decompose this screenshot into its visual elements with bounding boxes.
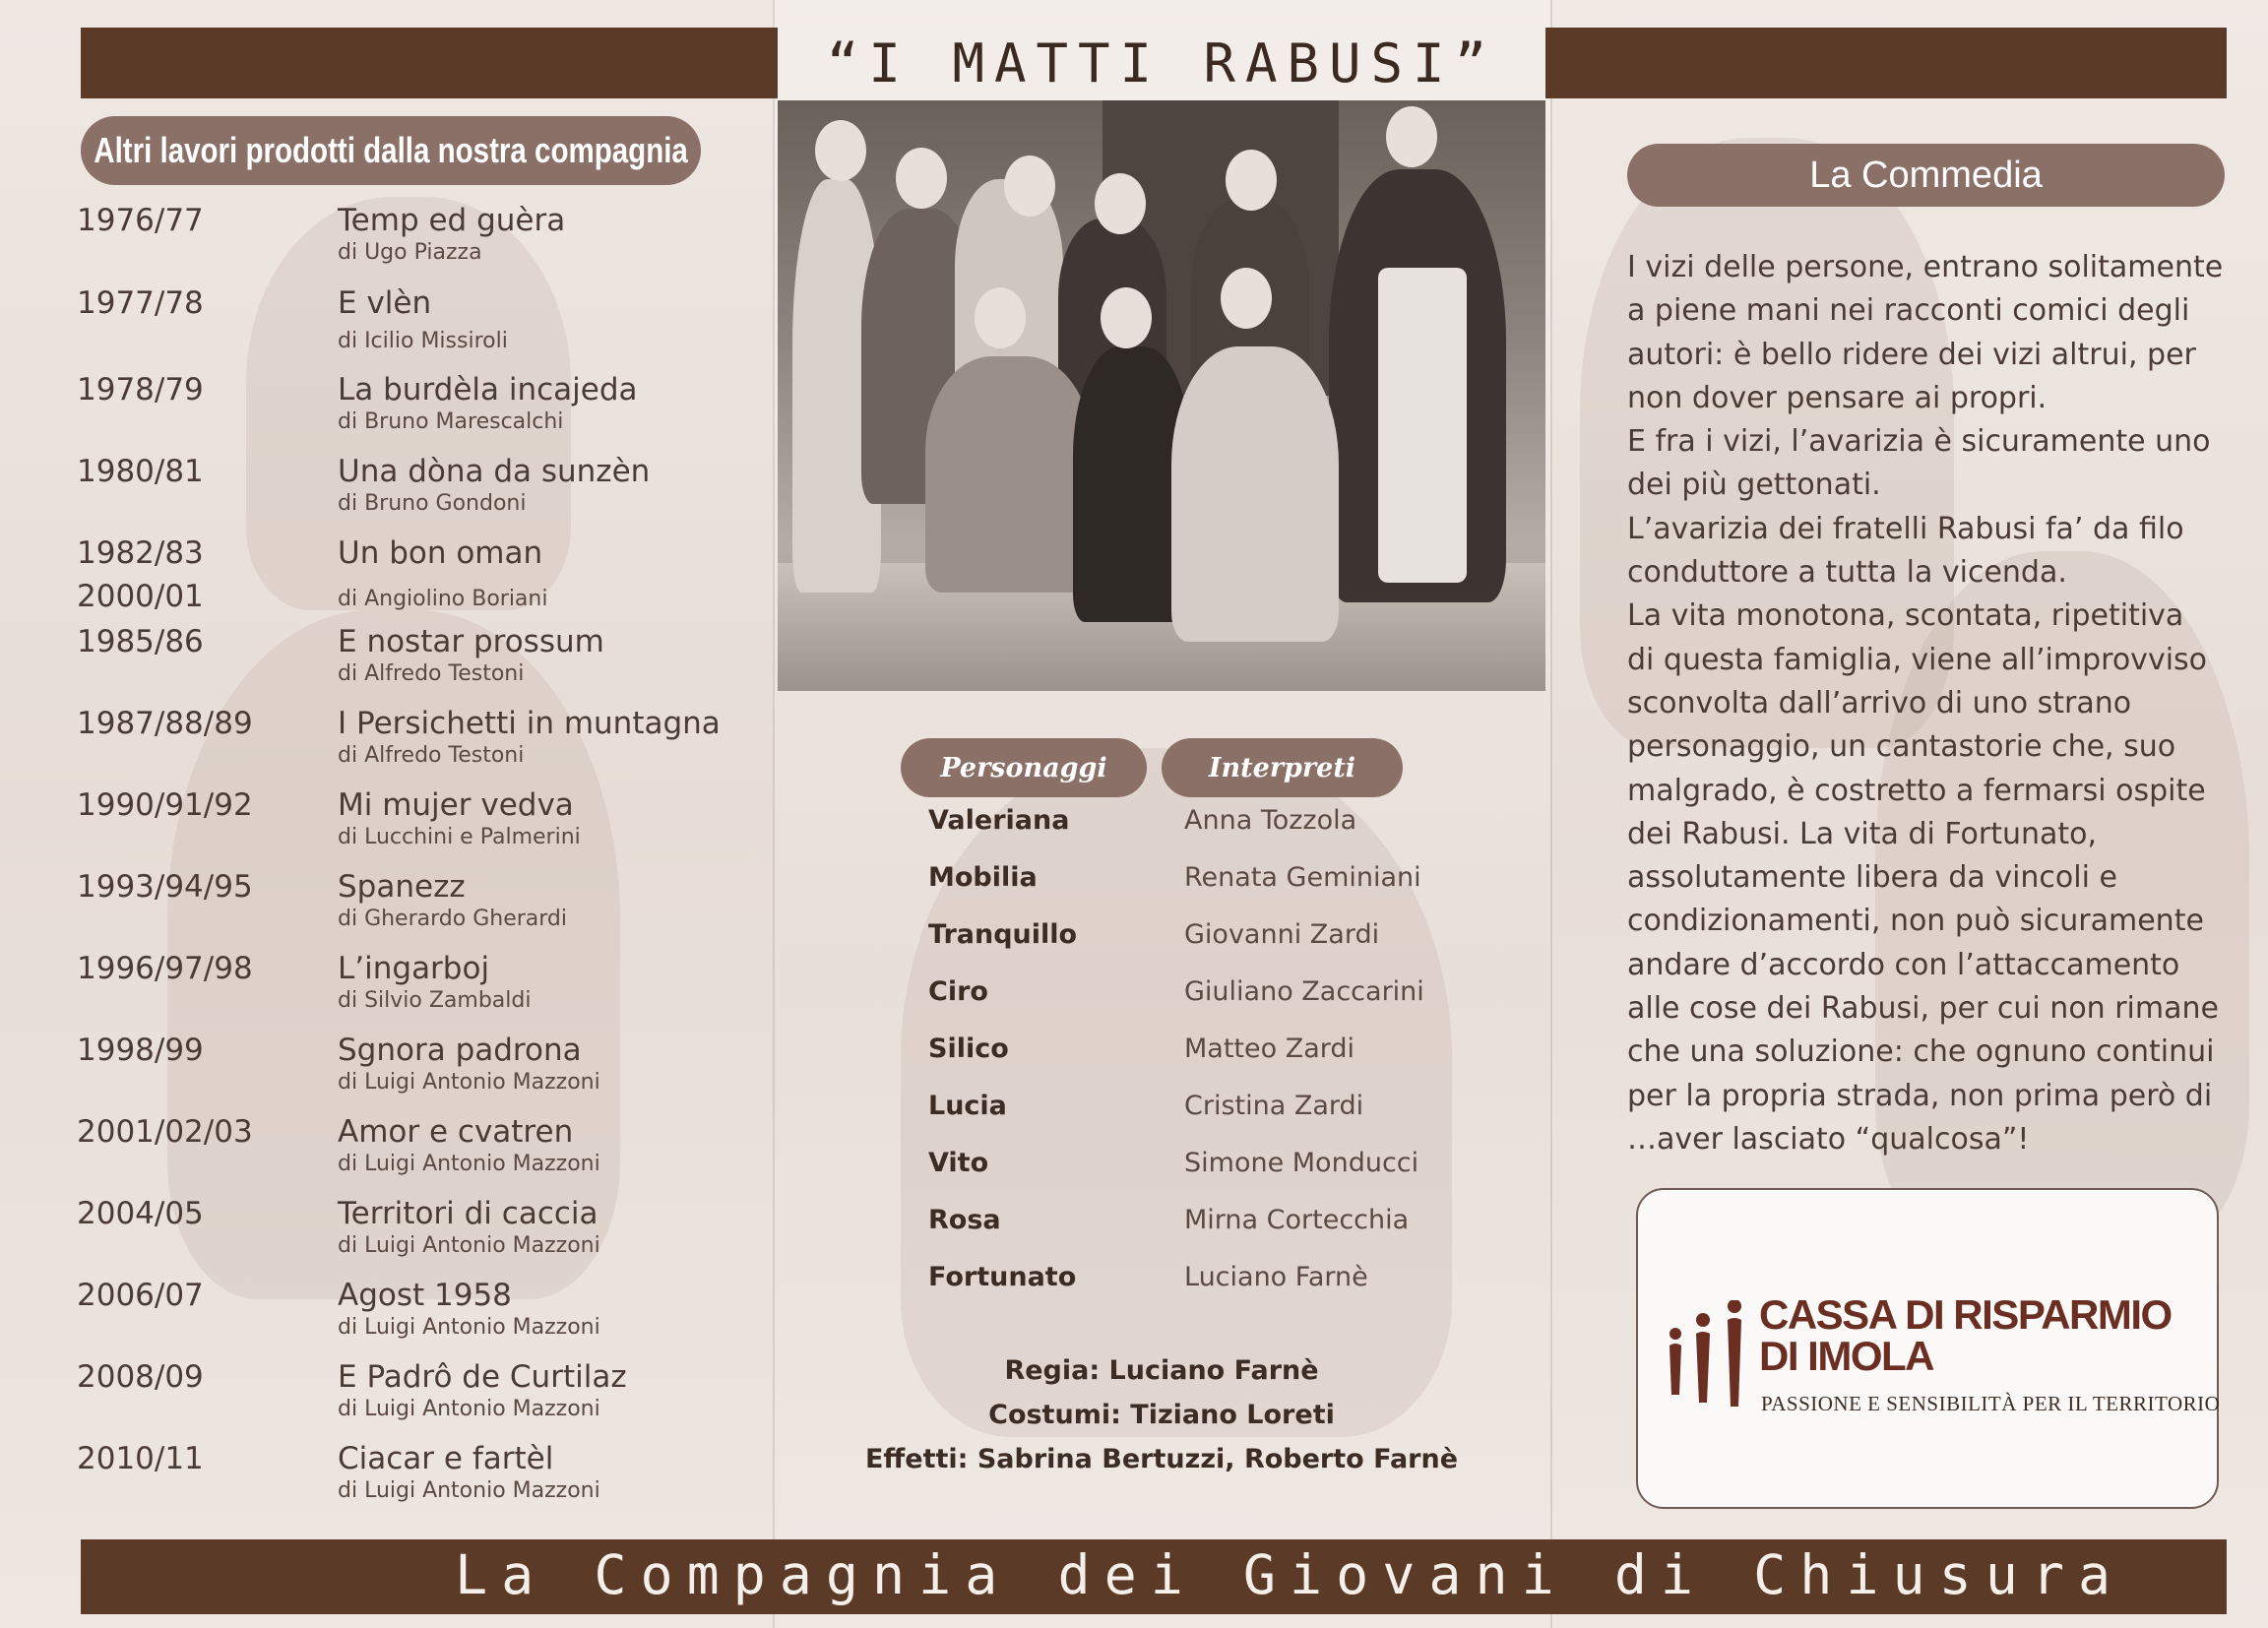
text-line: assolutamente libera da vincoli e	[1627, 860, 2117, 896]
text-line: I vizi delle persone, entrano solitamente	[1627, 250, 2224, 284]
work-author: di Luigi Antonio Mazzoni	[338, 1152, 600, 1176]
work-title: Spanezz	[338, 869, 466, 905]
text-line: condizionamenti, non può sicuramente	[1627, 904, 2204, 939]
actor-name: Mirna Cortecchia	[1184, 1205, 1410, 1235]
work-year: 1993/94/95	[77, 869, 253, 905]
character-name: Lucia	[928, 1091, 1007, 1121]
work-author: di Lucchini e Palmerini	[338, 825, 581, 849]
work-year: 1985/86	[77, 624, 204, 659]
work-title: Un bon oman	[338, 535, 543, 571]
work-title: Amor e cvatren	[338, 1114, 574, 1150]
text-line: E fra i vizi, l’avarizia è sicuramente uno	[1627, 424, 2211, 460]
work-title: Territori di caccia	[338, 1196, 598, 1231]
text-line: L’avarizia dei fratelli Rabusi fa’ da filo	[1627, 511, 2184, 546]
work-title: Ciacar e fartèl	[338, 1441, 554, 1476]
character-name: Fortunato	[928, 1262, 1077, 1292]
fold-line	[1550, 0, 1552, 1628]
work-year: 1996/97/98	[77, 951, 253, 986]
cast-row	[928, 976, 1519, 1016]
roles-heading: Personaggi	[940, 752, 1107, 783]
actor-name: Renata Geminiani	[1184, 862, 1421, 893]
actor-head	[1095, 173, 1146, 234]
work-year-second: 2000/01	[77, 579, 204, 614]
work-year: 2006/07	[77, 1278, 204, 1313]
actor-name: Giovanni Zardi	[1184, 919, 1380, 950]
roles-heading-pill	[901, 738, 1147, 797]
character-name: Silico	[928, 1033, 1009, 1064]
work-author: di Ugo Piazza	[338, 240, 482, 265]
actor-name: Giuliano Zaccarini	[1184, 976, 1424, 1007]
work-year: 2010/11	[77, 1441, 204, 1476]
text-line: andare d’accordo con l’attaccamento	[1627, 947, 2180, 982]
character-name: Rosa	[928, 1205, 1001, 1235]
work-year: 1987/88/89	[77, 706, 253, 741]
text-line: …aver lasciato “qualcosa”!	[1627, 1121, 2030, 1157]
text-line: per la propria strada, non prima però di	[1627, 1078, 2213, 1113]
work-year: 2001/02/03	[77, 1114, 253, 1150]
sponsor-logo-box	[1636, 1188, 2219, 1509]
director-credit: Regia: Luciano Farnè	[1004, 1355, 1319, 1386]
work-year: 1982/83	[77, 535, 204, 571]
work-author: di Icilio Missiroli	[338, 329, 508, 353]
actor-head	[815, 120, 866, 181]
work-author: di Alfredo Testoni	[338, 743, 525, 768]
actors-heading-pill	[1162, 738, 1403, 797]
actor-head	[1221, 268, 1272, 329]
actor-head	[1004, 156, 1055, 217]
effects-credit: Effetti: Sabrina Bertuzzi, Roberto Farnè	[864, 1444, 1459, 1474]
sponsor-name	[1759, 1291, 2202, 1379]
text-line: dei più gettonati.	[1627, 468, 1881, 503]
commedia-heading: La Commedia	[1809, 154, 2043, 196]
text-line: che una soluzione: che ognuno continui	[1627, 1034, 2215, 1070]
actor-name: Luciano Farnè	[1184, 1262, 1368, 1292]
character-name: Mobilia	[928, 862, 1038, 893]
character-name: Ciro	[928, 976, 988, 1007]
work-year: 1976/77	[77, 203, 204, 238]
cast-row	[928, 1148, 1519, 1187]
work-title: La burdèla incajeda	[338, 372, 638, 407]
text-line: a piene mani nei racconti comici degli	[1627, 293, 2190, 329]
text-line: di questa famiglia, viene all’improvviso	[1627, 642, 2208, 677]
sponsor-name-line: CASSA DI RISPARMIO	[1759, 1291, 2172, 1338]
text-line: sconvolta dall’arrivo di uno strano	[1627, 685, 2132, 720]
actors-heading: Interpreti	[1208, 752, 1356, 783]
work-title: Sgnora padrona	[338, 1033, 582, 1068]
commedia-heading-pill	[1627, 144, 2225, 207]
work-year: 1998/99	[77, 1033, 204, 1068]
work-title: Temp ed guèra	[338, 203, 566, 238]
work-author: di Bruno Gondoni	[338, 491, 527, 516]
text-line: personaggio, un cantastorie che, suo	[1627, 729, 2176, 765]
text-line: non dover pensare ai propri.	[1627, 380, 2048, 415]
work-year: 2008/09	[77, 1359, 204, 1395]
actor-name: Simone Monducci	[1184, 1148, 1419, 1178]
work-author: di Silvio Zambaldi	[338, 988, 532, 1013]
text-line: dei Rabusi. La vita di Fortunato,	[1627, 816, 2098, 851]
work-author: di Luigi Antonio Mazzoni	[338, 1070, 600, 1095]
work-title: L’ingarboj	[338, 951, 490, 986]
cast-row	[928, 862, 1519, 902]
cast-row	[928, 1091, 1519, 1130]
work-year: 1977/78	[77, 285, 204, 321]
actor-name: Cristina Zardi	[1184, 1091, 1364, 1121]
work-year: 2004/05	[77, 1196, 204, 1231]
cast-row	[928, 1205, 1519, 1244]
actor-name: Matteo Zardi	[1184, 1033, 1355, 1064]
works-heading-pill	[81, 116, 701, 185]
actor-name: Anna Tozzola	[1184, 805, 1357, 836]
actor-head	[1101, 287, 1152, 348]
work-author: di Luigi Antonio Mazzoni	[338, 1397, 600, 1421]
actor-head	[975, 287, 1026, 348]
character-name: Vito	[928, 1148, 989, 1178]
cast-row	[928, 1262, 1519, 1301]
work-author: di Alfredo Testoni	[338, 661, 525, 686]
work-author: di Luigi Antonio Mazzoni	[338, 1315, 600, 1340]
character-name: Valeriana	[928, 805, 1070, 836]
work-author: di Angiolino Boriani	[338, 587, 548, 611]
work-title: E Padrô de Curtilaz	[338, 1359, 627, 1395]
text-line: conduttore a tutta la vicenda.	[1627, 555, 2067, 591]
bottom-band	[81, 1539, 2227, 1614]
actor-figure	[1171, 346, 1339, 642]
work-author: di Gherardo Gherardi	[338, 907, 567, 931]
company-name: La Compagnia dei Giovani di Chiusura	[455, 1543, 2125, 1606]
work-author: di Luigi Antonio Mazzoni	[338, 1478, 600, 1503]
sponsor-tagline: PASSIONE E SENSIBILITÀ PER IL TERRITORIO	[1761, 1392, 2221, 1415]
text-line: malgrado, è costretto a fermarsi ospite	[1627, 773, 2206, 808]
text-line: La vita monotona, scontata, ripetitiva	[1627, 598, 2184, 634]
work-title: Agost 1958	[338, 1278, 512, 1313]
work-year: 1978/79	[77, 372, 204, 407]
actor-head	[1386, 106, 1437, 167]
costumes-credit: Costumi: Tiziano Loreti	[988, 1400, 1335, 1430]
sponsor-people-icon	[1664, 1300, 1762, 1418]
fold-line	[773, 0, 775, 1628]
work-title: Mi mujer vedva	[338, 787, 574, 823]
text-line: autori: è bello ridere dei vizi altrui, per	[1627, 337, 2196, 372]
cast-photo	[778, 100, 1545, 691]
sponsor-name-line: DI IMOLA	[1759, 1333, 1933, 1379]
title-box	[778, 24, 1545, 102]
cast-row	[928, 1033, 1519, 1073]
character-name: Tranquillo	[928, 919, 1078, 950]
work-author: di Luigi Antonio Mazzoni	[338, 1233, 600, 1258]
actor-trousers	[1378, 268, 1467, 583]
work-year: 1980/81	[77, 454, 204, 489]
cast-row	[928, 919, 1519, 959]
play-title: “I MATTI RABUSI”	[826, 31, 1497, 94]
work-title: Una dòna da sunzèn	[338, 454, 651, 489]
works-heading: Altri lavori prodotti dalla nostra compagnia	[94, 130, 688, 170]
actor-figure	[925, 356, 1093, 593]
actor-head	[1226, 150, 1277, 211]
work-year: 1990/91/92	[77, 787, 253, 823]
work-title: I Persichetti in muntagna	[338, 706, 721, 741]
work-title: E nostar prossum	[338, 624, 604, 659]
work-title: E vlèn	[338, 285, 432, 321]
actor-head	[896, 148, 947, 209]
commedia-text	[1627, 246, 2242, 1161]
text-line: alle cose dei Rabusi, per cui non rimane	[1627, 991, 2219, 1027]
work-author: di Bruno Marescalchi	[338, 409, 564, 434]
cast-row	[928, 805, 1519, 845]
